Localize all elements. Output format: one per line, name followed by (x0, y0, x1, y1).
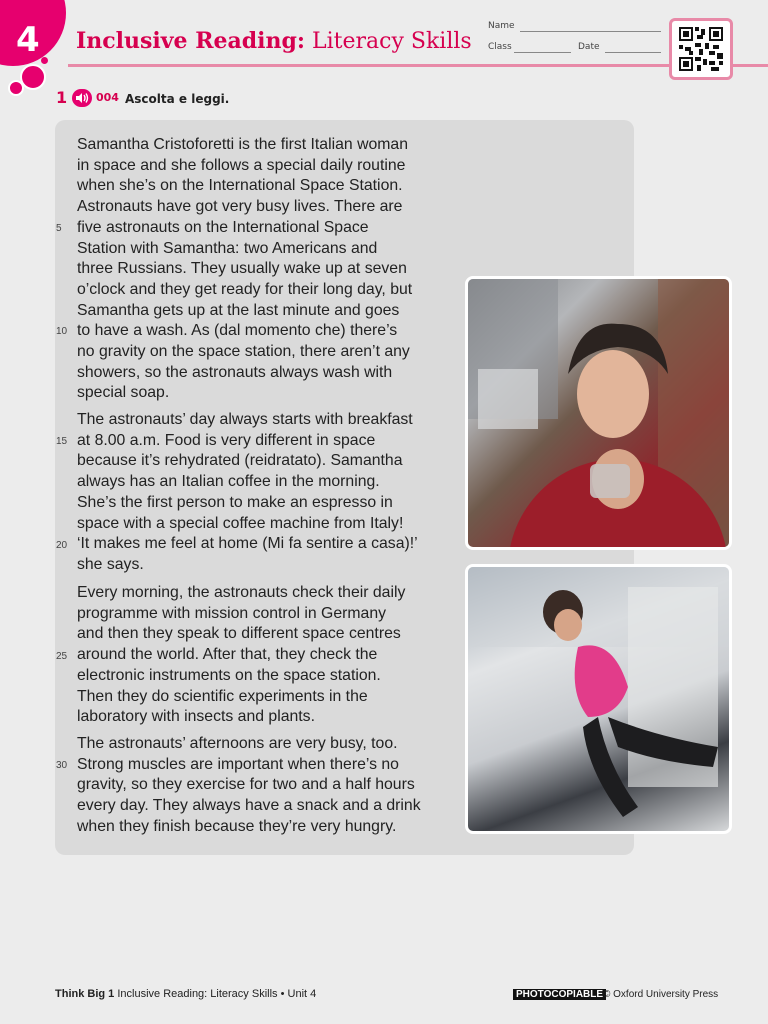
line-number: 25 (56, 651, 68, 662)
astronaut-treadmill-illustration (468, 567, 729, 831)
line-number: 5 (56, 223, 62, 234)
text-line: when she’s on the International Space Station. (77, 177, 403, 195)
line-number: 15 (56, 436, 68, 447)
date-label: Date (578, 42, 600, 52)
text-line: electronic instruments on the space station. (77, 666, 381, 684)
paragraph-3 (77, 583, 452, 728)
exercise-number: 1 (56, 88, 68, 107)
line-number: 30 (56, 760, 68, 771)
book-title: Think Big 1 (55, 988, 115, 1000)
astronaut-drinking-illustration (468, 279, 729, 547)
text-line: The astronauts’ afternoons are very busy, too. (77, 735, 398, 752)
title-bold: Inclusive Reading: (76, 28, 305, 54)
text-line: when they finish because they’re very hungry. (77, 817, 397, 835)
text-line: Station with Samantha: two Americans and (77, 239, 378, 257)
class-field[interactable] (514, 52, 571, 53)
text-line: space with a special coffee machine from Italy! (77, 514, 404, 532)
exercise-instruction: Ascolta e leggi. (125, 92, 230, 106)
text-line: Every morning, the astronauts check their daily (77, 584, 406, 601)
text-line: to have a wash. As (dal momento che) there’s (77, 322, 398, 340)
name-label: Name (488, 21, 515, 31)
paragraph-1 (77, 135, 452, 404)
class-label: Class (488, 42, 512, 52)
text-line: and then they speak to different space centres (77, 625, 401, 643)
text-line: showers, so the astronauts always wash with (77, 363, 393, 381)
paragraph-4 (77, 734, 452, 838)
date-field[interactable] (605, 52, 661, 53)
speaker-glyph-icon (72, 89, 92, 107)
photo-astronaut-coffee (465, 276, 732, 550)
unit-name: Unit 4 (287, 988, 317, 1000)
publisher-credit: © Oxford University Press (603, 989, 719, 1000)
text-line: in space and she follows a special daily routine (77, 156, 406, 174)
footer-credit (55, 988, 316, 1000)
text-line: laboratory with insects and plants. (77, 708, 315, 726)
text-line: every day. They always have a snack and a drink (77, 797, 421, 815)
text-line: no gravity on the space station, there aren’t any (77, 343, 410, 361)
text-line: Samantha Cristoforetti is the first Italian woman (77, 136, 408, 153)
text-line: five astronauts on the International Space (77, 218, 369, 236)
text-line: Strong muscles are important when there’s no (77, 755, 399, 773)
line-number: 10 (56, 326, 68, 337)
text-line: around the world. After that, they check the (77, 646, 378, 664)
footer-separator: • (280, 988, 285, 1000)
text-line: special soap. (77, 384, 170, 402)
section-name: Inclusive Reading: Literacy Skills (117, 988, 278, 1000)
text-line: at 8.00 a.m. Food is very different in space (77, 431, 376, 449)
decorative-bubble (8, 80, 24, 96)
text-line: always has an Italian coffee in the morning. (77, 473, 380, 491)
text-line: She’s the first person to make an espresso in (77, 493, 393, 511)
text-line: Astronauts have got very busy lives. There are (77, 198, 403, 216)
photo-astronaut-exercise (465, 564, 732, 834)
text-line: gravity, so they exercise for two and a half hours (77, 776, 415, 794)
audio-track-code: 004 (96, 91, 119, 104)
text-line: Then they do scientific experiments in the (77, 687, 368, 705)
text-line: she says. (77, 555, 144, 573)
qr-code[interactable] (669, 18, 733, 80)
name-field[interactable] (520, 31, 661, 32)
text-line: Samantha gets up at the last minute and goes (77, 301, 400, 319)
title-regular: Literacy Skills (312, 29, 472, 54)
unit-number: 4 (16, 20, 40, 60)
page-title (76, 28, 472, 54)
text-line: because it’s rehydrated (reidratato). Samantha (77, 452, 403, 470)
qr-code-icon (679, 27, 723, 71)
decorative-bubble (41, 57, 48, 64)
text-line: The astronauts’ day always starts with breakfast (77, 411, 413, 428)
speaker-icon[interactable] (72, 89, 92, 107)
text-line: three Russians. They usually wake up at seven (77, 260, 407, 278)
photocopiable-badge: PHOTOCOPIABLE (513, 989, 606, 1000)
paragraph-2 (77, 410, 452, 576)
text-line: o’clock and they get ready for their long day, but (77, 280, 413, 298)
line-number: 20 (56, 540, 68, 551)
text-line: ‘It makes me feel at home (Mi fa sentire a casa)!’ (77, 535, 418, 553)
text-line: programme with mission control in Germany (77, 604, 387, 622)
title-rule (68, 64, 768, 67)
